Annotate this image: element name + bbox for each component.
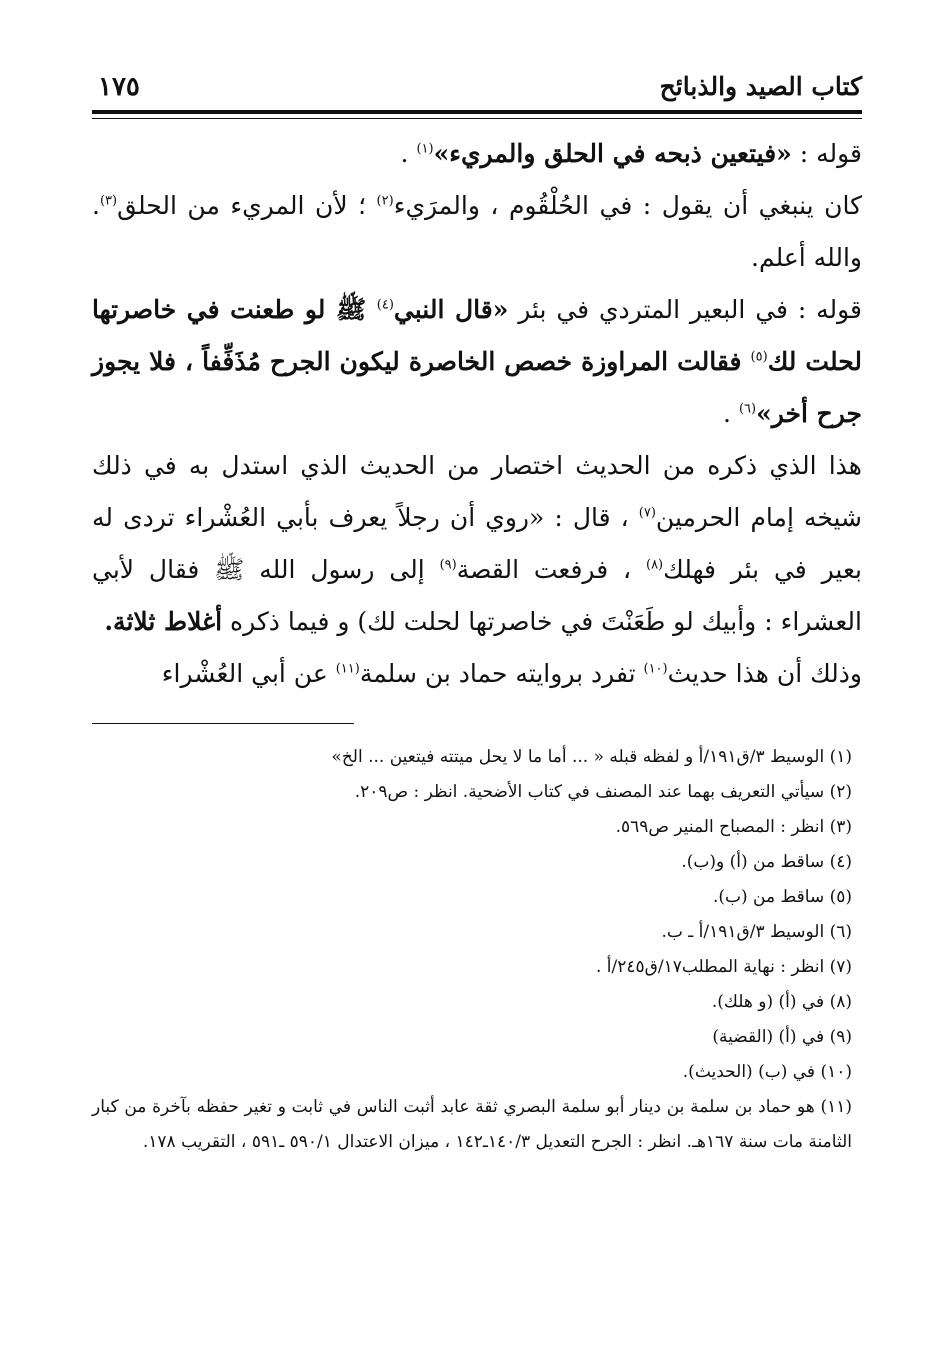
footnote-ref: (١) xyxy=(416,141,434,157)
text: عن أبي العُشْراء xyxy=(161,659,336,688)
text: ، فرفعت القصة xyxy=(456,555,646,584)
footnote-ref: (٣) xyxy=(99,193,118,209)
paragraph-2 xyxy=(92,180,862,284)
header-rule-thin xyxy=(92,118,862,119)
header-rule-thick xyxy=(92,110,862,114)
text: هذا الذي ذكره من الحديث اختصار من الحديث الذي استدل به في ذلك شيخه إمام الحرمين xyxy=(92,451,862,532)
footnote-ref: (٧) xyxy=(638,505,656,521)
footnote-ref: (٤) xyxy=(376,297,394,313)
footnote-ref: (٩) xyxy=(439,557,457,573)
footnote-6: (٦) الوسيط ٣/ق١٩١/أ ـ ب. xyxy=(661,922,852,942)
footnote-10: (١٠) في (ب) (الحديث). xyxy=(682,1062,852,1082)
page-header xyxy=(92,70,862,110)
text: . xyxy=(400,139,417,168)
footnote-5: (٥) ساقط من (ب). xyxy=(712,887,852,907)
footnote-2: (٢) سيأتي التعريف بهما عند المصنف في كتاب الأضحية. انظر : ص٢٠٩. xyxy=(354,782,852,802)
footnote-4: (٤) ساقط من (أ) و(ب). xyxy=(681,852,852,872)
footnotes xyxy=(92,740,852,1160)
quote-text: فقالت المراوزة خصص الخاصرة ليكون الجرح مُذَفِّفاً ، فلا يجوز جرح أخر» xyxy=(92,347,862,428)
footnote-ref: (٨) xyxy=(645,557,664,573)
text: ؛ لأن المريء من الحلق xyxy=(117,191,377,220)
text: قوله : xyxy=(791,139,862,168)
text: إلى رسول الله ﷺ فقال لأبي العشراء : وأبيك لو طَعَنْتَ في خاصرتها لحلت لك) و فيما ذكره xyxy=(92,555,862,636)
footnote-ref: (١٠) xyxy=(643,661,668,677)
footnote-ref: (٢) xyxy=(376,193,394,209)
text: كان ينبغي أن يقول : في الحُلْقُوم ، والمرَيء xyxy=(393,191,862,220)
footnote-11: (١١) هو حماد بن سلمة بن دينار أبو سلمة البصري ثقة عابد أثبت الناس في ثابت و تغير حفظه بآخرة من كبار الثامنة مات سنة ١٦٧هـ. انظر : الجرح التعديل ١٤٠/٣ـ١٤٢ ، ميزان الاعتدال ٥٩٠/١ ـ٥٩١ ، التقريب ١٧٨. xyxy=(92,1097,852,1152)
text: قوله : في البعير المتردي في بئر xyxy=(508,295,862,324)
footnote-9: (٩) في (أ) (القضية) xyxy=(712,1027,852,1047)
footnote-ref: (٥) xyxy=(750,349,768,365)
paragraph-3 xyxy=(92,284,862,440)
footnote-ref: (٦) xyxy=(738,401,757,417)
quote-text: «قال النبي xyxy=(393,295,509,324)
paragraph-4 xyxy=(92,440,862,648)
footnote-8: (٨) في (أ) (و هلك). xyxy=(711,992,852,1012)
text: . xyxy=(723,399,739,428)
footnote-separator xyxy=(92,723,354,724)
text: تفرد بروايته حماد بن سلمة xyxy=(359,659,644,688)
quote-text: «فيتعين ذبحه في الحلق والمريء» xyxy=(433,139,792,168)
bold-text: أغلاط ثلاثة. xyxy=(104,607,223,636)
running-title: كتاب الصيد والذبائح xyxy=(659,72,862,101)
footnote-ref: (١١) xyxy=(335,661,360,677)
text: . والله أعلم. xyxy=(92,191,862,272)
text: ، قال : «روي أن رجلاً يعرف بأبي العُشْراء تردى له بعير في بئر فهلك xyxy=(92,503,862,584)
footnote-1: (١) الوسيط ٣/ق١٩١/أ و لفظه قبله « ... أما ما لا يحل ميتته فيتعين ... الخ» xyxy=(331,747,852,767)
paragraph-1 xyxy=(92,128,862,180)
text: وذلك أن هذا حديث xyxy=(667,659,862,688)
main-text xyxy=(92,128,862,700)
footnote-7: (٧) انظر : نهاية المطلب١٧/ق٢٤٥/أ . xyxy=(596,957,852,977)
paragraph-5 xyxy=(92,648,862,700)
footnote-3: (٣) انظر : المصباح المنير ص٥٦٩. xyxy=(615,817,852,837)
page-number: ١٧٥ xyxy=(98,72,140,102)
quote-text: ﷺ لو طعنت في خاصرتها لحلت لك xyxy=(92,295,862,376)
